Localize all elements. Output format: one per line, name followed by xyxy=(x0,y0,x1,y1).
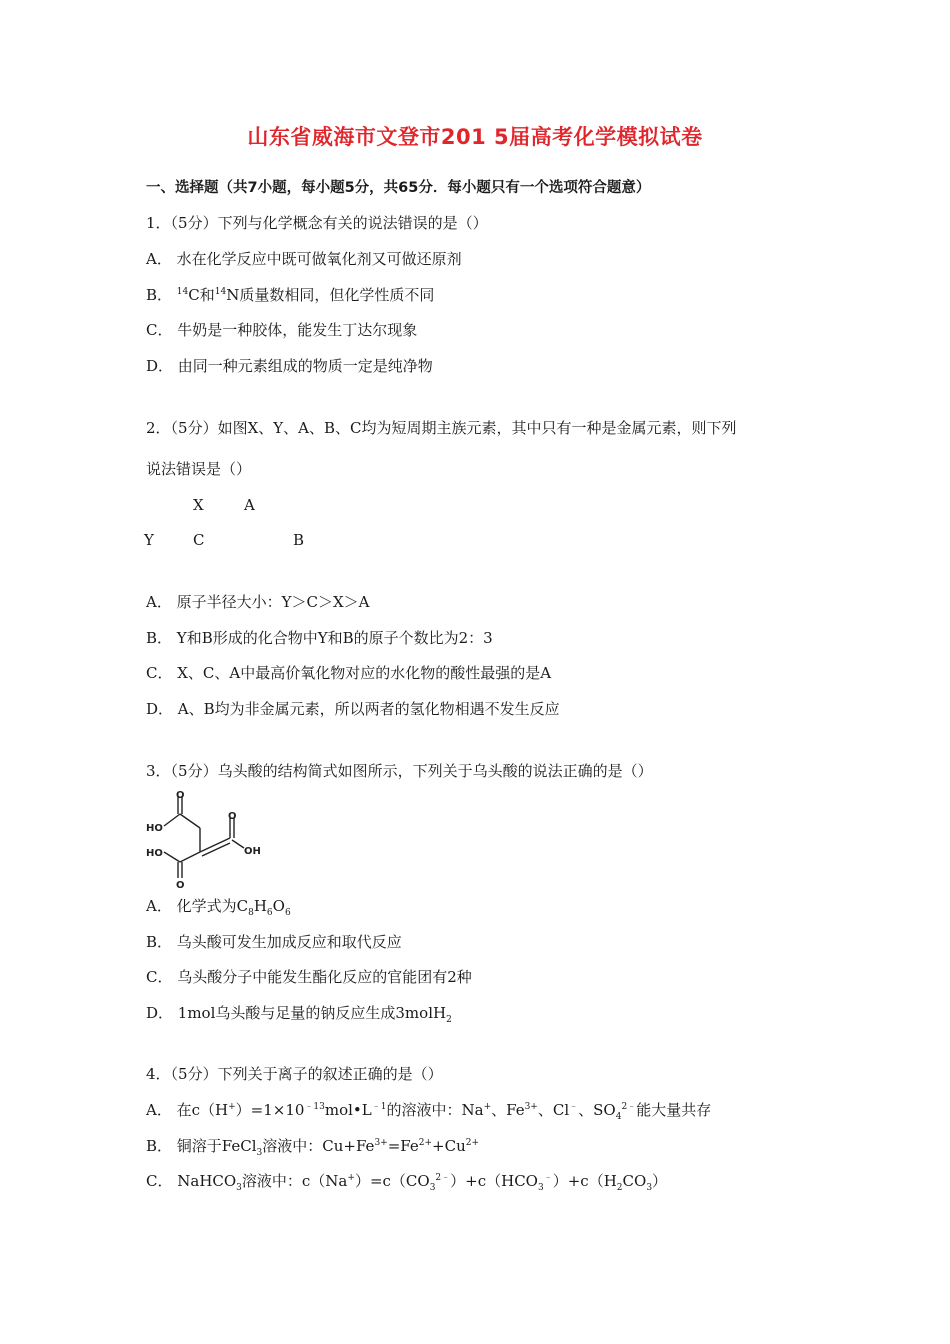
q2-stem-line1: 2．（5分）如图X、Y、A、B、C均为短周期主族元素，其中只有一种是金属元素，则下列 xyxy=(146,419,737,437)
periodic-cell-a: A xyxy=(244,496,255,514)
q3-stem: 3．（5分）乌头酸的结构简式如图所示，下列关于乌头酸的说法正确的是（） xyxy=(146,762,653,780)
q4-option-b: B． 铜溶于FeCl$_3$溶液中：$Cu+Fe^{3+}=Fe^{2+}+Cu^{2+}$ xyxy=(146,1137,480,1158)
periodic-cell-b: B xyxy=(293,531,305,549)
periodic-cell-y: Y xyxy=(144,531,154,549)
q2-option-d: D． A、B均为非金属元素，所以两者的氢化物相遇不发生反应 xyxy=(146,700,560,718)
struct-label-oh: OH xyxy=(244,846,261,857)
page-title: 山东省威海市文登市201 5届高考化学模拟试卷 xyxy=(247,125,703,149)
periodic-cell-x: X xyxy=(193,496,204,514)
periodic-cell-c: C xyxy=(193,531,205,549)
q1-option-b: B． $^{14}$C和$^{14}$N质量数相同，但化学性质不同 xyxy=(146,286,435,304)
q4-option-a: A． 在$c(H^+)=1\times 10^{﹣13}mol•L^{﹣1}$的溶液中：Na+、$Fe^{3+}$、Cl﹣、$SO_4^{2﹣}$能大量共存 xyxy=(146,1101,712,1122)
struct-label-o-right: O xyxy=(228,811,237,822)
q2-option-b: B． Y和B形成的化合物中Y和B的原子个数比为2：3 xyxy=(146,629,493,647)
q1-option-d: D． 由同一种元素组成的物质一定是纯净物 xyxy=(146,357,433,375)
q4-option-c: C． NaHCO$_3$溶液中：$c(Na^+)=c(CO_3^{2﹣})+c(HCO_3^﹣)+c(H_2CO_3)$ xyxy=(146,1172,668,1193)
section-heading: 一、选择题（共7小题，每小题5分，共65分．每小题只有一个选项符合题意） xyxy=(146,180,651,196)
q3-option-b: B． 乌头酸可发生加成反应和取代反应 xyxy=(146,933,402,951)
q2-stem-line2: 说法错误是（） xyxy=(146,460,252,478)
q1-stem: 1．（5分）下列与化学概念有关的说法错误的是（） xyxy=(146,214,488,232)
q1-option-c: C． 牛奶是一种胶体，能发生丁达尔现象 xyxy=(146,321,418,339)
q3-option-c: C． 乌头酸分子中能发生酯化反应的官能团有2种 xyxy=(146,968,472,986)
q3-option-d: D． 1mol乌头酸与足量的钠反应生成3molH$_2$ xyxy=(146,1004,452,1025)
q1-option-a: A． 水在化学反应中既可做氧化剂又可做还原剂 xyxy=(146,250,462,268)
q4-stem: 4．（5分）下列关于离子的叙述正确的是（） xyxy=(146,1065,443,1083)
struct-label-o-top: O xyxy=(176,790,185,801)
q2-option-a: A． 原子半径大小：Y＞C＞X＞A xyxy=(146,593,370,611)
q2-option-c: C． X、C、A中最高价氧化物对应的水化物的酸性最强的是A xyxy=(146,664,552,682)
struct-label-ho-1: HO xyxy=(146,823,163,834)
aconitic-acid-structure xyxy=(144,790,264,890)
struct-label-o-bottom: O xyxy=(176,880,185,890)
q3-option-a: A． 化学式为$C_8H_6O_6$ xyxy=(146,897,291,918)
struct-label-ho-2: HO xyxy=(146,848,163,859)
